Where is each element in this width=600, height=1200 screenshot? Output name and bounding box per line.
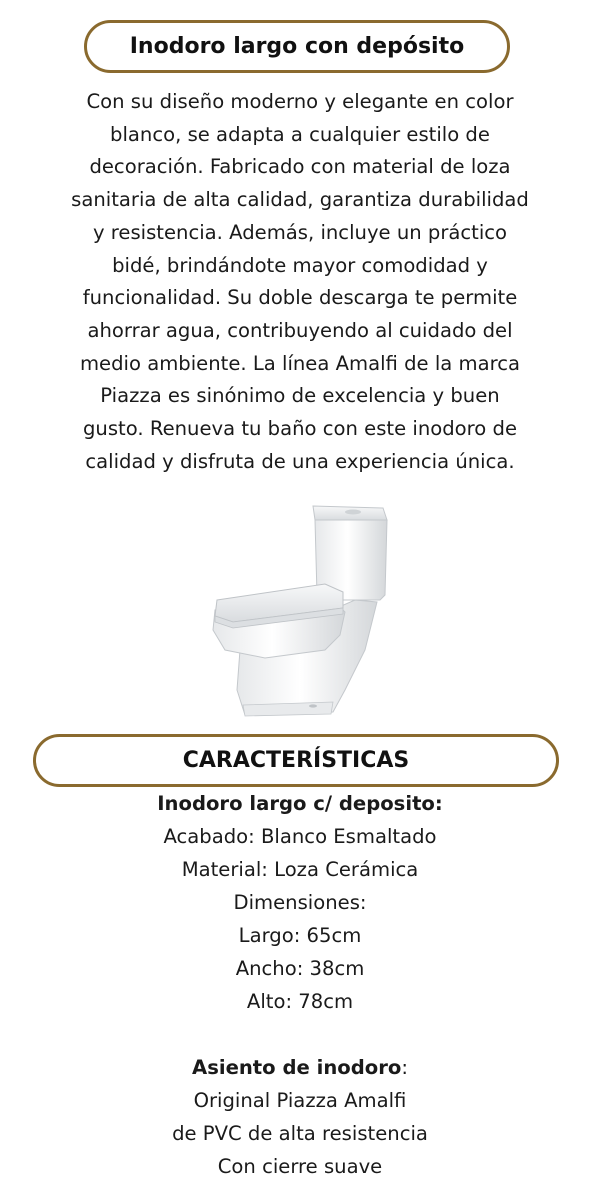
feature-line: de PVC de alta resistencia <box>172 1122 428 1145</box>
features-pill <box>33 734 559 787</box>
description-line: sanitaria de alta calidad, garantiza durabilidad <box>71 188 529 212</box>
feature-line: Ancho: 38cm <box>235 957 365 980</box>
description-line: blanco, se adapta a cualquier estilo de <box>110 122 490 146</box>
feature-line: Dimensiones: <box>233 891 367 914</box>
description-line: funcionalidad. Su doble descarga te permite <box>82 286 518 310</box>
description-line: gusto. Renueva tu baño con este inodoro de <box>82 417 517 441</box>
description-line: bidé, brindándote mayor comodidad y <box>112 253 488 277</box>
feature-line: Alto: 78cm <box>246 990 354 1013</box>
spacer <box>20 1018 580 1051</box>
title-pill <box>84 20 510 73</box>
feature-line: Con cierre suave <box>217 1155 383 1178</box>
product-description <box>28 86 572 478</box>
features-heading: CARACTERÍSTICAS <box>182 748 410 773</box>
feature-line: Largo: 65cm <box>238 924 362 947</box>
feature-line: Material: Loza Cerámica <box>181 858 419 881</box>
feature-line: Original Piazza Amalfi <box>193 1089 407 1112</box>
description-line: ahorrar agua, contribuyendo al cuidado del <box>87 318 513 342</box>
description-line: medio ambiente. La línea Amalfi de la marca <box>79 351 521 375</box>
seat-heading-line <box>20 1051 580 1084</box>
feature-line: Acabado: Blanco Esmaltado <box>163 825 437 848</box>
description-line: calidad y disfruta de una experiencia única. <box>85 449 515 473</box>
description-line: y resistencia. Además, incluye un práctico <box>92 220 508 244</box>
seat-heading: Asiento de inodoro <box>192 1056 402 1079</box>
description-line: Con su diseño moderno y elegante en color <box>86 90 514 113</box>
features-list <box>20 787 580 1183</box>
description-line: Piazza es sinónimo de excelencia y buen <box>100 384 500 408</box>
seat-heading-colon: : <box>401 1056 408 1079</box>
description-line: decoración. Fabricado con material de loza <box>89 155 511 179</box>
toilet-heading: Inodoro largo c/ deposito: <box>157 792 443 815</box>
page-title: Inodoro largo con depósito <box>129 34 465 59</box>
toilet-image <box>205 500 405 725</box>
